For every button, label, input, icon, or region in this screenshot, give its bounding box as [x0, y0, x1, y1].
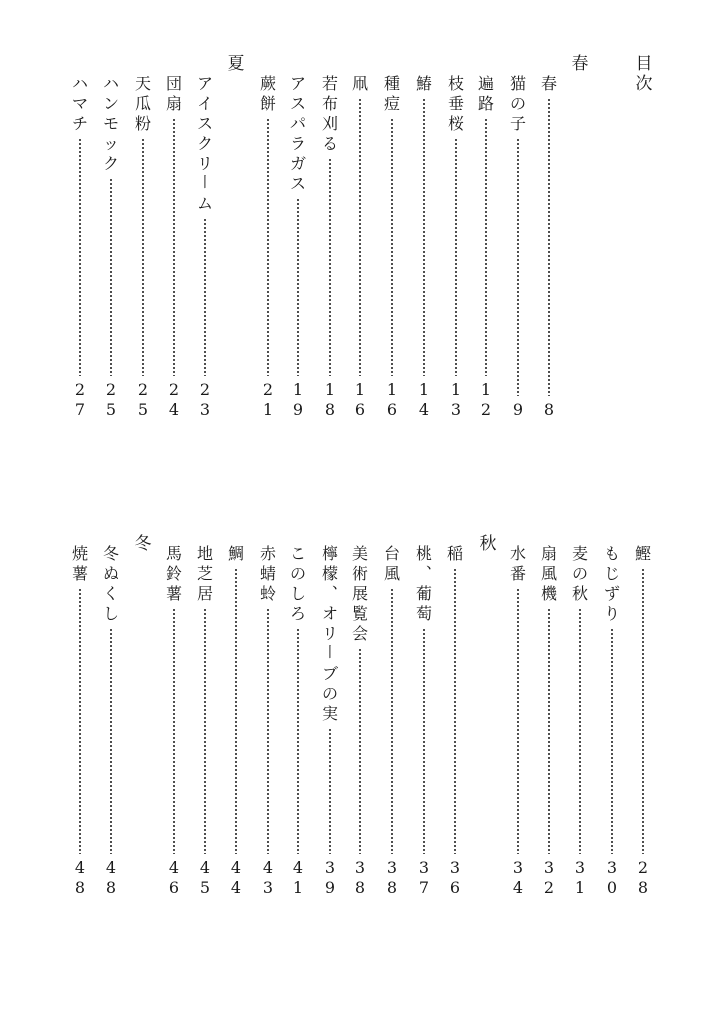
section-heading-autumn-text: 秋	[479, 534, 497, 554]
page-number: 3 2	[543, 858, 555, 897]
toc-entry[interactable]	[288, 546, 308, 900]
toc-entry-text: ハ ン モ ッ ク	[102, 74, 119, 173]
toc-entry-text: 春	[540, 74, 557, 93]
toc-entry[interactable]	[508, 546, 528, 900]
toc-entry-text: 赤 蜻 蛉	[259, 544, 276, 603]
toc-entry-text: 美 術 展 覧 会	[351, 544, 368, 643]
dot-leader	[359, 648, 361, 854]
toc-entry[interactable]	[70, 76, 90, 422]
page-number: 3 8	[354, 858, 366, 897]
dot-leader	[267, 118, 269, 376]
page-number: 3 8	[386, 858, 398, 897]
toc-entry[interactable]	[164, 546, 184, 900]
page-number: 1 9	[292, 380, 304, 419]
dot-leader	[517, 588, 519, 854]
page-number: 1 2	[480, 380, 492, 419]
dot-leader	[517, 138, 519, 396]
toc-entry[interactable]	[602, 546, 622, 900]
section-heading-winter-text: 冬	[134, 534, 152, 554]
toc-entry[interactable]	[445, 546, 465, 900]
page-number: 2 4	[168, 380, 180, 419]
page-number: 2 5	[105, 380, 117, 419]
toc-entry-text: 鰹	[634, 544, 651, 563]
dot-leader	[235, 568, 237, 854]
toc-entry[interactable]	[133, 76, 153, 422]
page-number: 3 6	[449, 858, 461, 897]
page-number: 2 3	[199, 380, 211, 419]
toc-entry-text: 水 番	[509, 544, 526, 583]
page-title-text: 目 次	[635, 54, 653, 94]
toc-entry[interactable]	[195, 76, 215, 422]
toc-entry[interactable]	[570, 546, 590, 900]
page-number: 4 8	[105, 858, 117, 897]
toc-entry-text: 枝 垂 桜	[447, 74, 464, 133]
dot-leader	[110, 178, 112, 376]
toc-entry-text: 麦 の 秋	[571, 544, 588, 603]
dot-leader	[548, 98, 550, 396]
toc-entry-text: 扇 風 機	[540, 544, 557, 603]
dot-leader	[297, 198, 299, 376]
page-number: 1 4	[418, 380, 430, 419]
toc-entry-text: 地 芝 居	[196, 544, 213, 603]
toc-entry[interactable]	[288, 76, 308, 422]
toc-entry[interactable]	[350, 76, 370, 422]
toc-entry[interactable]	[164, 76, 184, 422]
toc-entry[interactable]	[101, 76, 121, 422]
page-number: 4 8	[74, 858, 86, 897]
toc-entry-text: も じ ず り	[603, 544, 620, 623]
page-number: 2 1	[262, 380, 274, 419]
toc-entry[interactable]	[539, 546, 559, 900]
section-heading-summer-text: 夏	[227, 54, 245, 74]
dot-leader	[173, 118, 175, 376]
page-title	[634, 56, 654, 96]
toc-entry-text: 鯛	[227, 544, 244, 563]
page-number: 3 9	[324, 858, 336, 897]
toc-entry[interactable]	[258, 546, 278, 900]
page-number: 2 7	[74, 380, 86, 419]
toc-entry-text: 若 布 刈 る	[321, 74, 338, 153]
toc-entry[interactable]	[633, 546, 653, 900]
page-number: 3 7	[418, 858, 430, 897]
page-number: 4 6	[168, 858, 180, 897]
page-number: 4 3	[262, 858, 274, 897]
toc-entry-text: 焼 薯	[71, 544, 88, 583]
dot-leader	[642, 568, 644, 854]
toc-entry-text: ア ス パ ラ ガ ス	[289, 74, 306, 193]
dot-leader	[142, 138, 144, 376]
toc-entry[interactable]	[70, 546, 90, 900]
dot-leader	[455, 138, 457, 376]
toc-entry-text: 団 扇	[165, 74, 182, 113]
dot-leader	[204, 608, 206, 854]
toc-entry-text: 種 痘	[383, 74, 400, 113]
toc-entry[interactable]	[258, 76, 278, 422]
page-number: 2 8	[637, 858, 649, 897]
page-number: 3 0	[606, 858, 618, 897]
dot-leader	[391, 588, 393, 854]
section-heading-summer	[226, 56, 246, 76]
page-number: 1 3	[450, 380, 462, 419]
dot-leader	[359, 98, 361, 376]
toc-entry[interactable]	[446, 76, 466, 422]
dot-leader	[454, 568, 456, 854]
dot-leader	[423, 98, 425, 376]
page-number: 8	[543, 400, 555, 419]
dot-leader	[391, 118, 393, 376]
page-number: 2 5	[137, 380, 149, 419]
toc-entry-text: 鰆	[415, 74, 432, 93]
toc-entry-text: 檸 檬 ︑ オ リ 丨 ブ の 実	[321, 544, 338, 723]
dot-leader	[611, 628, 613, 854]
toc-entry[interactable]	[226, 546, 246, 900]
toc-entry[interactable]	[539, 76, 559, 422]
toc-entry-text: 猫 の 子	[509, 74, 526, 133]
toc-entry[interactable]	[320, 546, 340, 900]
dot-leader	[267, 608, 269, 854]
toc-entry-text: 桃 ︑ 葡 萄	[415, 544, 432, 623]
toc-entry-text: ハ マ チ	[71, 74, 88, 133]
toc-entry-text: 稲	[446, 544, 463, 563]
toc-entry-text: 馬 鈴 薯	[165, 544, 182, 603]
toc-entry[interactable]	[414, 76, 434, 422]
toc-entry[interactable]	[476, 76, 496, 422]
page-number: 1 6	[386, 380, 398, 419]
dot-leader	[79, 138, 81, 376]
toc-entry-text: 台 風	[383, 544, 400, 583]
toc-entry-text: 天 瓜 粉	[134, 74, 151, 133]
section-heading-autumn	[478, 536, 498, 556]
page-number: 1 8	[324, 380, 336, 419]
section-heading-winter	[133, 536, 153, 556]
toc-entry-text: こ の し ろ	[289, 544, 306, 623]
toc-entry-text: ア イ ス ク リ 丨 ム	[196, 74, 213, 213]
toc-entry[interactable]	[382, 546, 402, 900]
page-number: 9	[512, 400, 524, 419]
dot-leader	[297, 628, 299, 854]
toc-entry-text: 冬 ぬ く し	[102, 544, 119, 623]
dot-leader	[329, 158, 331, 376]
page-number: 1 6	[354, 380, 366, 419]
toc-entry[interactable]	[508, 76, 528, 422]
toc-entry[interactable]	[414, 546, 434, 900]
toc-entry-text: 凧	[351, 74, 368, 93]
toc-entry[interactable]	[350, 546, 370, 900]
section-heading-spring-text: 春	[571, 54, 589, 74]
toc-entry-text: 遍 路	[477, 74, 494, 113]
toc-entry-text: 蕨 餅	[259, 74, 276, 113]
page-number: 3 4	[512, 858, 524, 897]
dot-leader	[329, 728, 331, 854]
dot-leader	[110, 628, 112, 854]
page-number: 4 5	[199, 858, 211, 897]
toc-entry[interactable]	[382, 76, 402, 422]
page-number: 4 1	[292, 858, 304, 897]
toc-entry[interactable]	[320, 76, 340, 422]
toc-entry[interactable]	[101, 546, 121, 900]
page-number: 4 4	[230, 858, 242, 897]
page-number: 3 1	[574, 858, 586, 897]
toc-entry[interactable]	[195, 546, 215, 900]
dot-leader	[579, 608, 581, 854]
dot-leader	[204, 218, 206, 376]
dot-leader	[173, 608, 175, 854]
dot-leader	[423, 628, 425, 854]
dot-leader	[485, 118, 487, 376]
dot-leader	[548, 608, 550, 854]
dot-leader	[79, 588, 81, 854]
section-heading-spring	[570, 56, 590, 76]
